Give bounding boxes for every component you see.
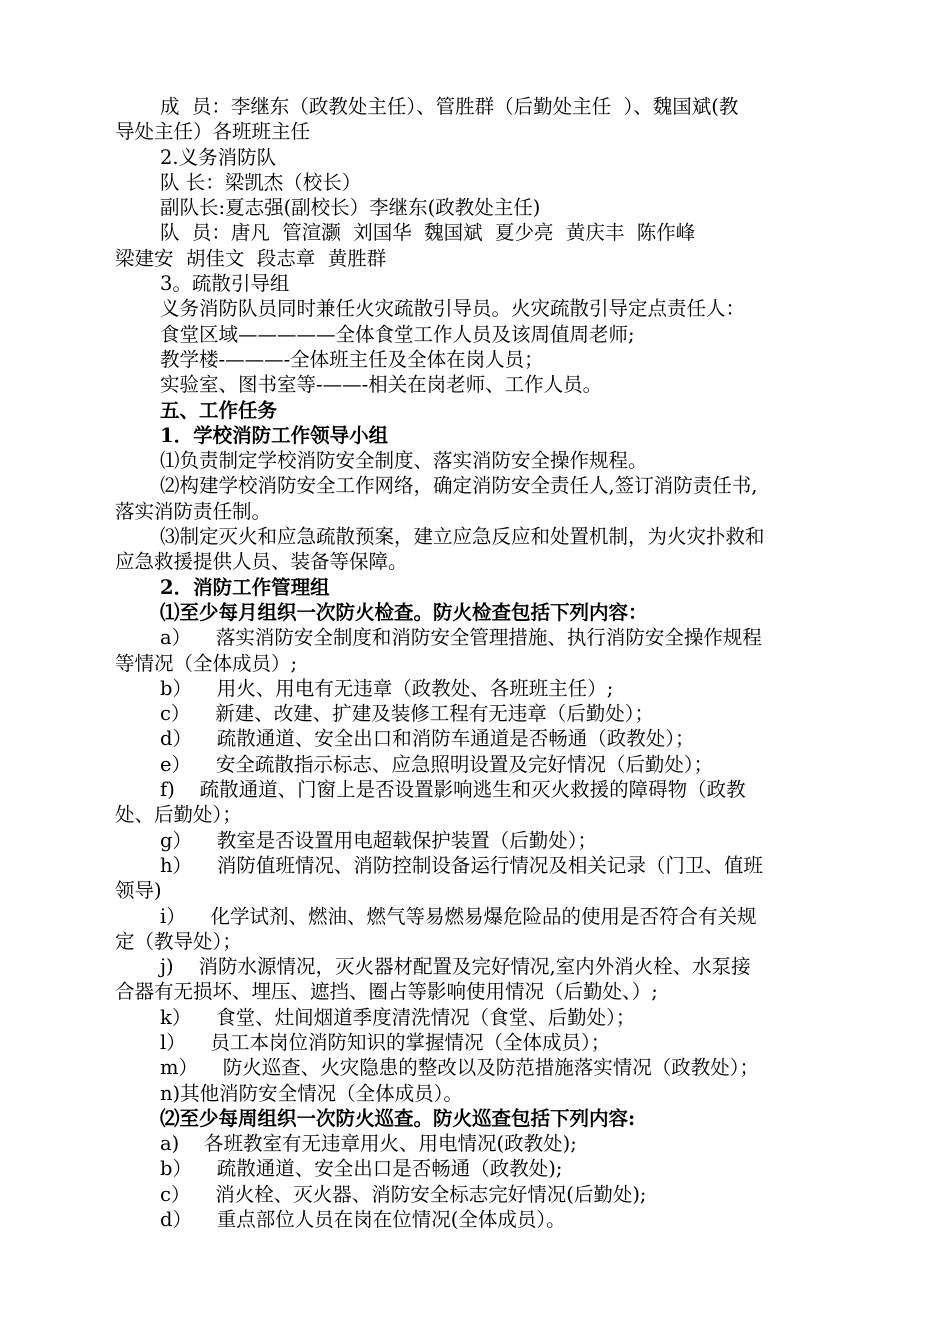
text-line: 定（教导处）； [115,929,242,953]
section-heading: 五、工作任务 [160,398,278,422]
text-line: c） 新建、改建、扩建及装修工程有无违章（后勤处）； [160,702,654,726]
text-line: f) 疏散通道、门窗上是否设置影响逃生和灭火救援的障碍物（政教 [160,778,746,802]
section-heading: ⑴至少每月组织一次防火检查。防火检查包括下列内容： [160,600,648,624]
text-line: 应急救援提供人员、装备等保障。 [115,550,408,574]
text-line: 副队长:夏志强(副校长）李继东(政教处主任) [160,196,541,220]
text-line: a） 落实消防安全制度和消防安全管理措施、执行消防安全操作规程 [160,626,762,650]
text-line: m） 防火巡查、火灾隐患的整改以及防范措施落实情况（政教处）； [160,1056,760,1080]
text-line: i） 化学试剂、燃油、燃气等易燃易爆危险品的使用是否符合有关规 [160,904,757,928]
text-line: ⑵构建学校消防安全工作网络，确定消防安全责任人,签订消防责任书, [160,474,758,498]
text-line: 义务消防队员同时兼任火灾疏散引导员。火灾疏散引导定点责任人： [160,297,746,321]
text-line: 3。疏散引导组 [160,272,290,296]
text-line: 落实消防责任制。 [115,499,272,523]
text-line: 梁建安 胡佳文 段志章 黄胜群 [115,246,387,270]
text-line: d） 疏散通道、安全出口和消防车通道是否畅通（政教处）； [160,727,695,751]
text-line: c） 消火栓、灭火器、消防安全标志完好情况(后勤处); [160,1182,647,1206]
text-line: 成 员：李继东（政教处主任）、管胜群（后勤处主任 ）、魏国斌(教 [160,95,739,118]
text-line: a) 各班教室有无违章用火、用电情况(政教处); [160,1132,577,1156]
text-line: ⑴负责制定学校消防安全制度、落实消防安全操作规程。 [160,449,648,473]
text-line: 队 长：梁凯杰（校长） [160,170,362,194]
text-line: 导处主任）各班班主任 [115,120,311,144]
text-line: g） 教室是否设置用电超载保护装置（后勤处）； [160,828,598,852]
section-heading: 1．学校消防工作领导小组 [160,423,389,447]
text-line: 实验室、图书室等-——-相关在岗老师、工作人员。 [160,373,603,397]
section-heading: ⑵至少每周组织一次防火巡查。防火巡查包括下列内容: [160,1106,636,1130]
text-line: 食堂区域—————全体食堂工作人员及该周值周老师; [160,322,635,346]
text-line: 队 员：唐凡 管渲灏 刘国华 魏国斌 夏少亮 黄庆丰 陈作峰 [160,221,696,245]
text-line: b） 疏散通道、安全出口是否畅通（政教处); [160,1157,563,1181]
document-body [115,94,860,1232]
text-line: k） 食堂、灶间烟道季度清洗情况（食堂、后勤处）； [160,1005,636,1029]
text-line: l） 员工本岗位消防知识的掌握情况（全体成员）； [160,1030,611,1054]
text-line: 处、后勤处）； [115,803,242,827]
text-line: j) 消防水源情况，灭火器材配置及完好情况,室内外消火栓、水泵接 [160,955,751,979]
text-line: 合器有无损坏、埋压、遮挡、圈占等影响使用情况（后勤处、）; [115,980,658,1004]
text-line: 教学楼-———-全体班主任及全体在岗人员； [160,347,544,371]
text-line: b） 用火、用电有无违章（政教处、各班班主任）; [160,676,614,700]
text-line: ⑶制定灭火和应急疏散预案，建立应急反应和处置机制，为火灾扑救和 [160,525,765,549]
text-line: n)其他消防安全情况（全体成员）。 [160,1081,463,1105]
text-line: 领导) [115,879,162,903]
section-heading: 2．消防工作管理组 [160,575,330,599]
text-line: d） 重点部位人员在岗在位情况(全体成员）。 [160,1208,566,1232]
text-line: e） 安全疏散指示标志、应急照明设置及完好情况（后勤处）； [160,752,714,776]
text-line: h） 消防值班情况、消防控制设备运行情况及相关记录（门卫、值班 [160,853,763,877]
text-line: 等情况（全体成员）; [115,651,298,675]
text-line: 2.义务消防队 [160,145,277,169]
